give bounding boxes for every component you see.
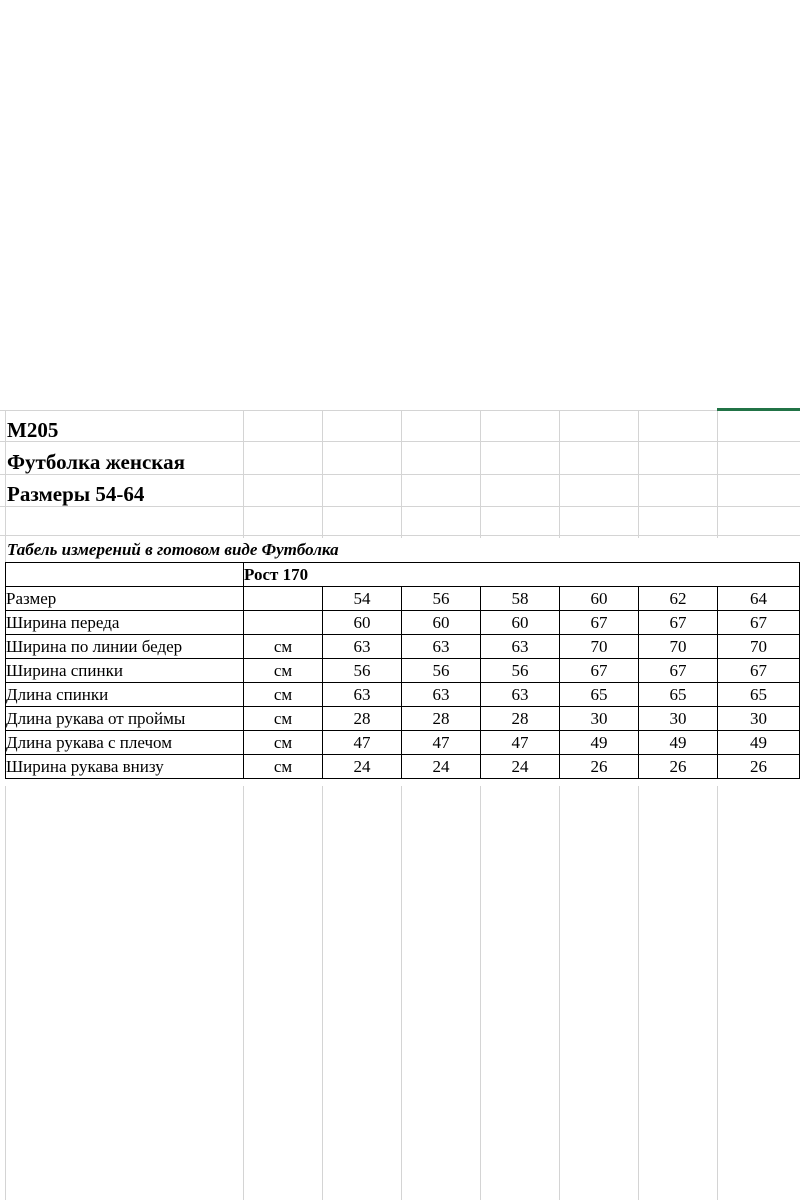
measurement-value[interactable]: 26	[639, 755, 718, 779]
measurement-value[interactable]: 24	[481, 755, 560, 779]
measurement-value[interactable]: 49	[639, 731, 718, 755]
measurement-value[interactable]: 47	[323, 731, 402, 755]
measurement-value[interactable]: 65	[718, 683, 800, 707]
measurement-value[interactable]: 60	[402, 611, 481, 635]
measurements-table	[5, 562, 800, 779]
table-row	[6, 731, 800, 755]
measurement-value[interactable]: 56	[481, 659, 560, 683]
row-label[interactable]: Ширина спинки	[6, 659, 244, 683]
measurement-value[interactable]: 63	[481, 683, 560, 707]
measurement-value[interactable]: 24	[323, 755, 402, 779]
row-unit[interactable]: см	[244, 731, 323, 755]
measurement-value[interactable]: 67	[639, 659, 718, 683]
measurement-value[interactable]: 63	[402, 683, 481, 707]
measurement-value[interactable]: 49	[560, 731, 639, 755]
size-value[interactable]: 64	[718, 587, 800, 611]
table-row	[6, 707, 800, 731]
measurement-value[interactable]: 67	[718, 611, 800, 635]
table-row	[6, 659, 800, 683]
selected-cell-marker[interactable]	[717, 408, 800, 411]
measurement-value[interactable]: 56	[323, 659, 402, 683]
row-unit[interactable]: см	[244, 755, 323, 779]
measurement-value[interactable]: 28	[323, 707, 402, 731]
measurement-value[interactable]: 67	[560, 611, 639, 635]
measurement-value[interactable]: 49	[718, 731, 800, 755]
table-row	[6, 683, 800, 707]
measurement-value[interactable]: 63	[402, 635, 481, 659]
measurement-value[interactable]: 28	[402, 707, 481, 731]
size-value[interactable]: 60	[560, 587, 639, 611]
size-row	[6, 587, 800, 611]
row-unit[interactable]	[244, 611, 323, 635]
measurement-value[interactable]: 70	[639, 635, 718, 659]
size-value[interactable]: 62	[639, 587, 718, 611]
measurement-value[interactable]: 30	[639, 707, 718, 731]
size-value[interactable]: 58	[481, 587, 560, 611]
height-row	[6, 563, 800, 587]
table-row	[6, 611, 800, 635]
size-range[interactable]: Размеры 54-64	[7, 482, 145, 506]
measurement-value[interactable]: 70	[560, 635, 639, 659]
measurement-value[interactable]: 56	[402, 659, 481, 683]
table-row	[6, 755, 800, 779]
row-label[interactable]: Длина спинки	[6, 683, 244, 707]
size-value[interactable]: 56	[402, 587, 481, 611]
empty-cell[interactable]	[6, 563, 244, 587]
measurement-value[interactable]: 67	[560, 659, 639, 683]
table-caption[interactable]: Табель измерений в готовом виде Футболка	[7, 540, 339, 559]
table-row	[6, 635, 800, 659]
product-name[interactable]: Футболка женская	[7, 450, 185, 474]
row-unit[interactable]: см	[244, 635, 323, 659]
row-label[interactable]: Длина рукава с плечом	[6, 731, 244, 755]
model-code[interactable]: М205	[7, 418, 59, 442]
row-label[interactable]: Ширина переда	[6, 611, 244, 635]
row-unit[interactable]: см	[244, 707, 323, 731]
measurement-value[interactable]: 67	[718, 659, 800, 683]
row-label[interactable]: Ширина рукава внизу	[6, 755, 244, 779]
size-value[interactable]: 54	[323, 587, 402, 611]
measurement-value[interactable]: 28	[481, 707, 560, 731]
measurement-value[interactable]: 24	[402, 755, 481, 779]
row-unit[interactable]	[244, 587, 323, 611]
measurement-value[interactable]: 30	[718, 707, 800, 731]
row-unit[interactable]: см	[244, 659, 323, 683]
measurement-value[interactable]: 60	[481, 611, 560, 635]
row-label[interactable]: Ширина по линии бедер	[6, 635, 244, 659]
measurement-value[interactable]: 30	[560, 707, 639, 731]
measurement-value[interactable]: 63	[323, 635, 402, 659]
measurement-value[interactable]: 63	[481, 635, 560, 659]
measurement-value[interactable]: 47	[481, 731, 560, 755]
measurement-value[interactable]: 67	[639, 611, 718, 635]
measurement-value[interactable]: 65	[560, 683, 639, 707]
measurement-value[interactable]: 26	[560, 755, 639, 779]
row-label[interactable]: Размер	[6, 587, 244, 611]
measurement-value[interactable]: 63	[323, 683, 402, 707]
row-label[interactable]: Длина рукава от проймы	[6, 707, 244, 731]
height-label[interactable]: Рост 170	[244, 563, 800, 587]
row-unit[interactable]: см	[244, 683, 323, 707]
measurement-value[interactable]: 70	[718, 635, 800, 659]
measurement-value[interactable]: 47	[402, 731, 481, 755]
measurement-value[interactable]: 60	[323, 611, 402, 635]
measurement-value[interactable]: 65	[639, 683, 718, 707]
measurement-value[interactable]: 26	[718, 755, 800, 779]
